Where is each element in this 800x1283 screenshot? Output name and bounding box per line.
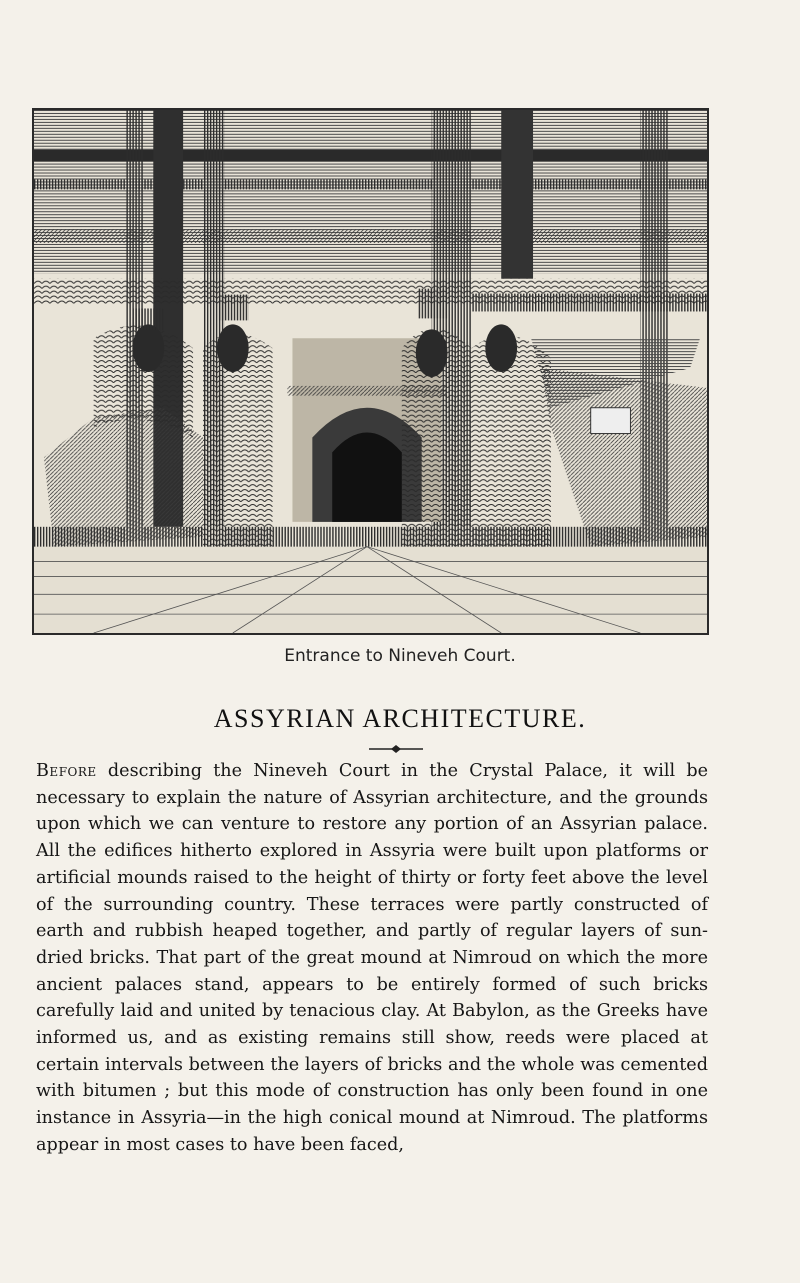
engraving-nineveh-court bbox=[32, 108, 709, 635]
body-paragraph bbox=[36, 758, 708, 1159]
chapter-title: ASSYRIAN ARCHITECTURE. bbox=[213, 704, 587, 733]
figure-caption: Entrance to Nineveh Court. bbox=[284, 646, 516, 666]
paragraph-text: describing the Nineveh Court in the Crystal Palace, it will be necessary to explain the nature of Assyrian architecture, and the grounds upon which we can venture to restore any portion of an Assyrian palace. All the edifices hitherto explored in Assyria were built upon platforms or artificial mounds raised to the height of thirty or forty feet above the level of the surrounding country. These terraces were partly constructed of earth and rubbish heaped together, and partly of regular layers of sun-dried bricks. That part of the great mound at Nimroud on which the more ancient palaces stand, appears to be entirely formed of such bricks carefully laid and united by tenacious clay. At Babylon, as the Greeks have informed us, and as existing remains still show, reeds were placed at certain intervals between the layers of bricks and the whole was cemented with bitumen ; but this mode of construction has only been found in one instance in Assyria—in the high conical mound at Nimroud. The platforms appear in most cases to have been faced, bbox=[36, 761, 709, 1155]
lead-word: Before bbox=[36, 761, 97, 781]
title-ornament bbox=[369, 744, 423, 754]
engraving-artwork bbox=[34, 110, 707, 633]
